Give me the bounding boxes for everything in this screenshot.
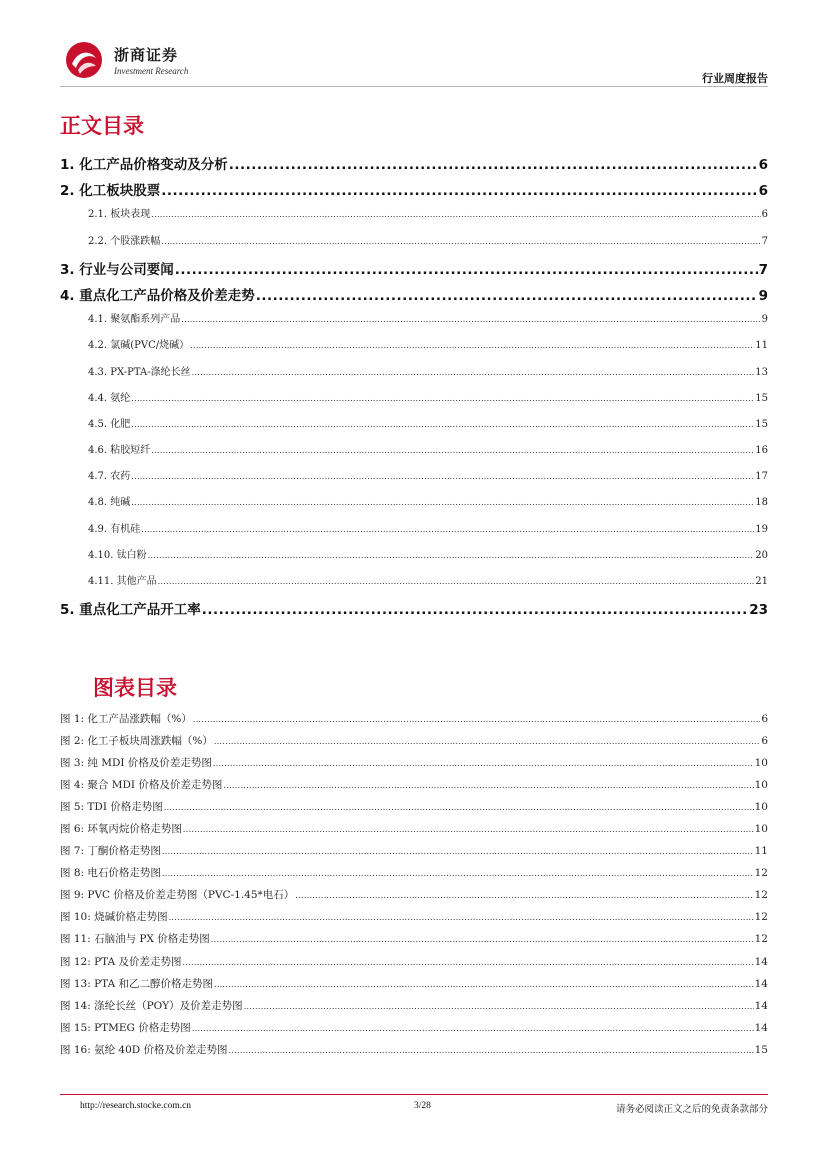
footer-disclaimer: 请务必阅读正文之后的免责条款部分 xyxy=(615,1104,768,1115)
toc-entry-page: 16 xyxy=(755,445,768,457)
toc-entry-page: 21 xyxy=(755,576,768,587)
figure-entry-page: 12 xyxy=(754,911,768,924)
report-type: 行业周度报告 xyxy=(702,72,768,85)
toc-entry-level2[interactable] xyxy=(60,415,768,441)
toc-leader-dots xyxy=(190,341,754,350)
figure-entry[interactable] xyxy=(60,931,768,953)
figure-entry-label: 图 1: 化工产品涨跌幅（%） xyxy=(60,713,192,725)
toc-entry-page: 11 xyxy=(755,340,768,352)
footer-page-number: 3/28 xyxy=(414,1101,431,1111)
toc-entry-page: 9 xyxy=(761,314,768,326)
figure-entry-page: 14 xyxy=(754,999,768,1012)
toc-entry-level2[interactable] xyxy=(60,572,768,598)
figure-entry[interactable] xyxy=(60,799,768,821)
figure-entry-label: 图 6: 环氧丙烷价格走势图 xyxy=(60,823,182,836)
toc-entry-level2[interactable] xyxy=(60,310,768,336)
toc-leader-dots xyxy=(229,157,758,173)
figure-entry[interactable] xyxy=(60,755,768,777)
toc-entry-page: 17 xyxy=(755,471,768,483)
header-divider xyxy=(60,86,768,87)
figure-entry[interactable] xyxy=(60,843,768,865)
figure-entry[interactable] xyxy=(60,711,768,733)
figure-entry[interactable] xyxy=(60,998,768,1020)
toc-title: 正文目录 xyxy=(60,114,144,138)
figure-entry[interactable] xyxy=(60,1020,768,1042)
toc-entry-page: 19 xyxy=(755,523,768,535)
toc-entry-page: 9 xyxy=(758,287,768,304)
toc-entry-label: 4.3. PX-PTA-涤纶长丝 xyxy=(88,366,191,378)
figure-entry-page: 10 xyxy=(754,779,768,792)
figure-entry-label: 图 3: 纯 MDI 价格及价差走势图 xyxy=(60,757,212,770)
figure-entry-page: 6 xyxy=(761,735,768,748)
toc-entry-level2[interactable] xyxy=(60,389,768,415)
figure-entry-page: 14 xyxy=(754,977,768,990)
toc-entry-label: 4.1. 聚氨酯系列产品 xyxy=(88,314,181,326)
toc-entry-level2[interactable] xyxy=(60,336,768,362)
toc-entry-page: 15 xyxy=(755,392,768,404)
figure-entry-label: 图 4: 聚合 MDI 价格及价差走势图 xyxy=(60,779,223,792)
toc-entry-level1[interactable] xyxy=(60,258,768,284)
figure-entry[interactable] xyxy=(60,821,768,843)
toc-entry-label: 4.8. 纯碱 xyxy=(88,497,131,509)
toc-entry-label: 2.2. 个股涨跌幅 xyxy=(88,235,161,247)
figure-entry-page: 6 xyxy=(761,713,768,725)
figure-entry-page: 12 xyxy=(754,933,768,946)
toc-entry-page: 6 xyxy=(758,183,768,200)
toc-entry-page: 6 xyxy=(758,157,768,173)
toc-entry-level1[interactable] xyxy=(60,179,768,205)
figure-entry-page: 11 xyxy=(754,845,768,858)
figure-leader-dots xyxy=(183,958,754,967)
toc-entry-label: 4.7. 农药 xyxy=(88,471,131,483)
toc-leader-dots xyxy=(256,288,758,304)
figure-leader-dots xyxy=(229,1046,754,1055)
toc-entry-level2[interactable] xyxy=(60,205,768,231)
toc-entry-level2[interactable] xyxy=(60,441,768,467)
figure-leader-dots xyxy=(295,891,753,900)
figure-leader-dots xyxy=(169,913,754,922)
toc-leader-dots xyxy=(181,315,760,324)
toc-leader-dots xyxy=(192,368,755,377)
figure-leader-dots xyxy=(183,825,754,834)
figure-entry[interactable] xyxy=(60,976,768,998)
figure-entry[interactable] xyxy=(60,887,768,909)
toc-entry-label: 4. 重点化工产品价格及价差走势 xyxy=(60,287,255,304)
figures-list xyxy=(60,711,768,1064)
toc-entry-label: 4.6. 粘胶短纤 xyxy=(88,445,151,457)
toc-leader-dots xyxy=(131,394,754,403)
figure-entry-page: 14 xyxy=(754,1021,768,1034)
figure-leader-dots xyxy=(213,759,754,768)
toc-entry-level1[interactable] xyxy=(60,284,768,310)
toc-leader-dots xyxy=(158,577,755,586)
figure-entry-label: 图 11: 石脑油与 PX 价格走势图 xyxy=(60,933,210,946)
toc-entry-label: 5. 重点化工产品开工率 xyxy=(60,602,201,619)
figure-entry-label: 图 2: 化工子板块周涨跌幅（%） xyxy=(60,735,213,748)
figure-leader-dots xyxy=(244,1002,754,1011)
toc-leader-dots xyxy=(148,551,755,560)
toc-leader-dots xyxy=(131,472,754,481)
figures-title: 图表目录 xyxy=(93,676,177,700)
logo-chinese-name: 浙商证券 xyxy=(114,46,179,64)
toc-entry-page: 18 xyxy=(755,497,768,509)
figure-entry-label: 图 7: 丁酮价格走势图 xyxy=(60,845,161,858)
figure-leader-dots xyxy=(192,1024,754,1033)
toc-entry-level1[interactable] xyxy=(60,598,768,624)
toc-entry-level2[interactable] xyxy=(60,520,768,546)
toc-leader-dots xyxy=(151,210,760,219)
toc-entry-level1[interactable] xyxy=(60,153,768,179)
toc-entry-label: 1. 化工产品价格变动及分析 xyxy=(60,157,228,173)
toc-entry-label: 4.11. 其他产品 xyxy=(88,576,157,587)
figure-entry[interactable] xyxy=(60,777,768,799)
figure-entry[interactable] xyxy=(60,1042,768,1064)
toc-leader-dots xyxy=(202,602,748,618)
figure-entry-page: 12 xyxy=(754,867,768,880)
toc-leader-dots xyxy=(131,498,754,507)
figure-entry-page: 10 xyxy=(754,823,768,836)
toc-list xyxy=(60,153,768,624)
toc-leader-dots xyxy=(175,262,758,278)
toc-entry-label: 4.5. 化肥 xyxy=(88,418,131,430)
toc-entry-page: 7 xyxy=(761,235,768,247)
toc-entry-label: 4.4. 氨纶 xyxy=(88,392,131,404)
toc-leader-dots xyxy=(151,446,754,455)
figure-entry-label: 图 8: 电石价格走势图 xyxy=(60,867,161,880)
toc-entry-page: 13 xyxy=(755,366,768,378)
figure-entry-label: 图 10: 烧碱价格走势图 xyxy=(60,911,168,924)
figure-leader-dots xyxy=(214,737,760,746)
figure-entry-page: 12 xyxy=(754,889,768,902)
page-header xyxy=(60,38,768,86)
toc-leader-dots xyxy=(131,420,754,429)
toc-entry-page: 15 xyxy=(755,418,768,430)
toc-entry-level2[interactable] xyxy=(60,493,768,519)
figure-entry-label: 图 5: TDI 价格走势图 xyxy=(60,801,163,814)
figure-entry-label: 图 13: PTA 和乙二醇价格走势图 xyxy=(60,977,213,990)
figure-entry[interactable] xyxy=(60,865,768,887)
toc-entry-page: 6 xyxy=(761,209,768,221)
figure-entry-label: 图 16: 氨纶 40D 价格及价差走势图 xyxy=(60,1043,228,1056)
toc-entry-page: 23 xyxy=(749,602,768,619)
figure-leader-dots xyxy=(211,935,754,944)
figure-entry-page: 10 xyxy=(754,801,768,814)
toc-entry-level2[interactable] xyxy=(60,363,768,389)
logo-english-name: Investment Research xyxy=(114,66,189,76)
figure-entry-label: 图 12: PTA 及价差走势图 xyxy=(60,955,182,968)
figure-leader-dots xyxy=(223,781,753,790)
figure-leader-dots xyxy=(162,869,754,878)
company-logo[interactable] xyxy=(64,38,189,84)
figure-entry-page: 15 xyxy=(754,1043,768,1056)
toc-entry-page: 7 xyxy=(758,261,768,278)
toc-entry-level2[interactable] xyxy=(60,467,768,493)
figure-entry-label: 图 15: PTMEG 价格走势图 xyxy=(60,1021,191,1034)
figure-entry[interactable] xyxy=(60,733,768,755)
figure-leader-dots xyxy=(193,715,760,724)
figure-leader-dots xyxy=(214,980,754,989)
toc-entry-label: 3. 行业与公司要闻 xyxy=(60,261,174,278)
figure-entry-label: 图 14: 涤纶长丝（POY）及价差走势图 xyxy=(60,999,243,1012)
toc-leader-dots xyxy=(141,525,754,534)
toc-entry-page: 20 xyxy=(755,549,768,561)
footer-divider xyxy=(60,1094,768,1095)
logo-emblem-icon xyxy=(64,40,104,80)
toc-entry-label: 4.10. 钛白粉 xyxy=(88,549,147,561)
figure-entry-page: 10 xyxy=(754,757,768,770)
figure-entry[interactable] xyxy=(60,909,768,931)
footer-url-link[interactable]: http://research.stocke.com.cn xyxy=(80,1101,192,1111)
toc-entry-label: 2.1. 板块表现 xyxy=(88,209,151,221)
toc-leader-dots xyxy=(161,237,760,246)
toc-entry-label: 4.2. 氯碱(PVC/烧碱） xyxy=(88,340,190,352)
figure-leader-dots xyxy=(162,847,754,856)
figure-leader-dots xyxy=(164,803,754,812)
toc-leader-dots xyxy=(161,183,757,199)
toc-entry-level2[interactable] xyxy=(60,232,768,258)
toc-entry-level2[interactable] xyxy=(60,546,768,572)
figure-entry-page: 14 xyxy=(754,955,768,968)
toc-entry-label: 2. 化工板块股票 xyxy=(60,183,161,200)
page-footer xyxy=(60,1101,768,1117)
figure-entry[interactable] xyxy=(60,954,768,976)
figure-entry-label: 图 9: PVC 价格及价差走势图（PVC-1.45*电石） xyxy=(60,889,295,902)
toc-entry-label: 4.9. 有机硅 xyxy=(88,523,141,535)
